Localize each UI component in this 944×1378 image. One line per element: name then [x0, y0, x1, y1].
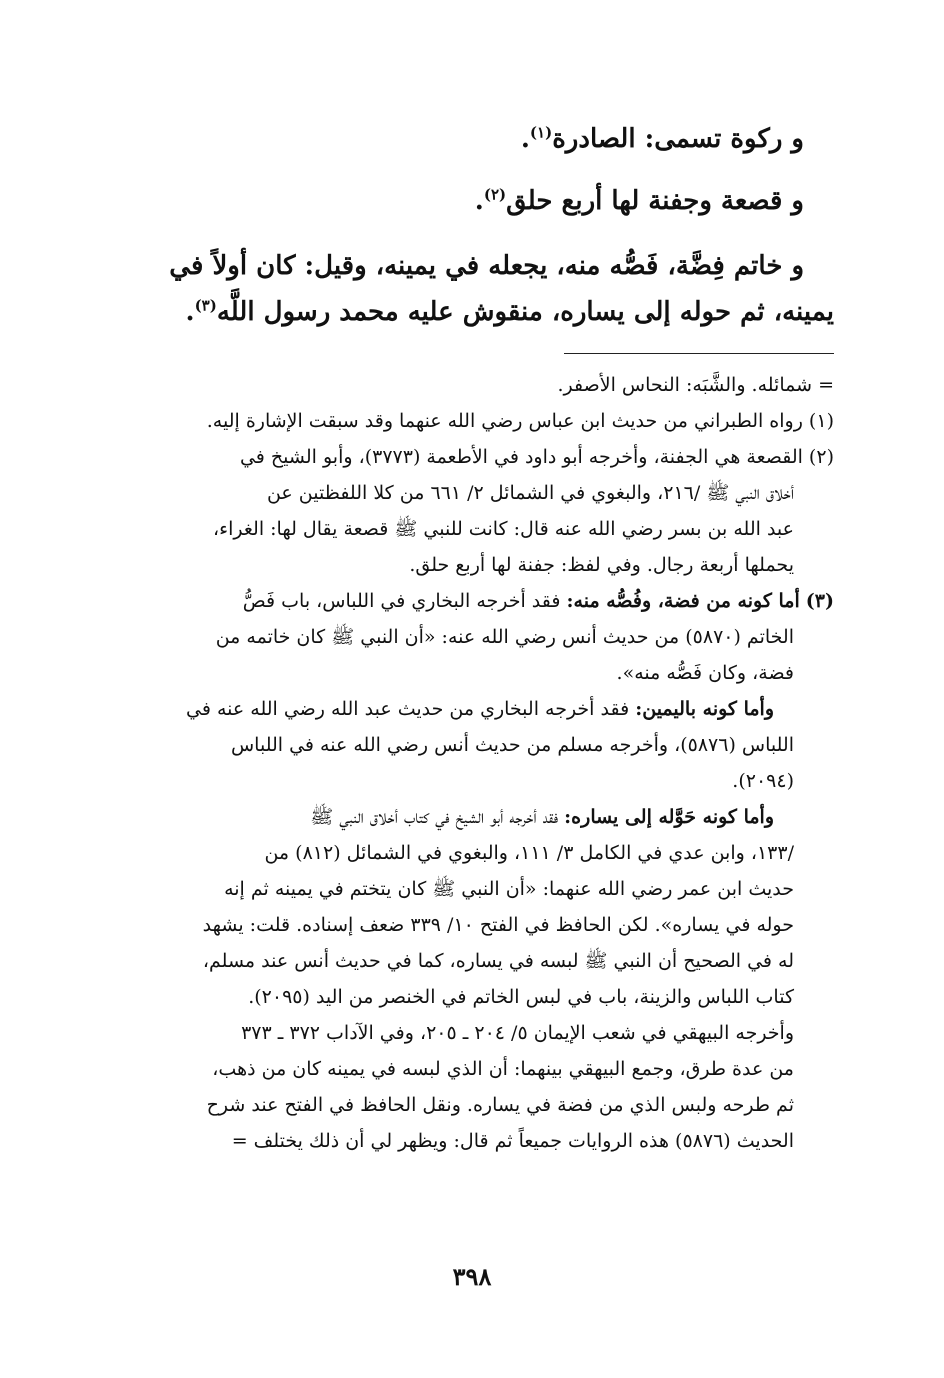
footnote-3-para-3-line-5: له في الصحيح أن النبي ﷺ لبسه في يساره، كما في حديث أنس عند مسلم،: [202, 950, 794, 972]
footnote-3-line-1: (٣) أما كونه من فضة، وفُصُّه منه: فقد أخرجه البخاري في اللباس، باب فَصُّ: [242, 590, 834, 612]
main-line-2-text: و قصعة وجفنة لها أربع حلق: [506, 186, 804, 216]
footnote-3-para-3-line-8: من عدة طرق، وجمع البيهقي بينهما: أن الذي لبسه في يمينه كان من ذهب،: [212, 1058, 794, 1080]
main-paragraph-3-line-2: يمينه، ثم حوله إلى يساره، منقوش عليه محمد رسول اللَّه$^{(٣)}$.: [185, 296, 834, 327]
footnote-3-para-3-line-4: حوله في يساره». لكن الحافظ في الفتح ١٠/ ٣٣٩ ضعف إسناده. قلت: يشهد: [202, 914, 794, 936]
main-paragraph-3-line-1: و خاتم فِضَّة، فَصُّه منه، يجعله في يمينه، وقيل: كان أولاً في: [169, 251, 804, 281]
footnote-3-para-3-line-6: كتاب اللباس والزينة، باب في لبس الخاتم في الخنصر من اليد (٢٠٩٥).: [248, 986, 794, 1008]
footnote-2-line-4: يحملها أربعة رجال. وفي لفظ: جفنة لها أربع حلق.: [409, 554, 794, 576]
footnote-2-line-3: عبد الله بن بسر رضي الله عنه قال: كانت للنبي ﷺ قصعة يقال لها: الغراء،: [213, 518, 794, 540]
main-line-1: و ركوة تسمى: الصادرة$^{(١)}$.: [520, 123, 804, 154]
footnote-3-para-3-heading: وأما كونه حَوَّله إلى يساره:: [564, 806, 774, 828]
footnote-3-line-3: فضة، وكان فَصُّه منه».: [616, 662, 794, 684]
main-line-2: و قصعة وجفنة لها أربع حلق$^{(٢)}$.: [474, 185, 804, 216]
footnote-1: (١) رواه الطبراني من حديث ابن عباس رضي الله عنهما وقد سبقت الإشارة إليه.: [206, 410, 834, 432]
footnote-continuation: = شمائله. والشَّبَه: النحاس الأصفر.: [557, 374, 834, 396]
footnote-3-para-3-line-7: وأخرجه البيهقي في شعب الإيمان ٥/ ٢٠٤ ـ ٢٠٥، وفي الآداب ٣٧٢ ـ ٣٧٣: [241, 1022, 794, 1044]
main-line-1-text: و ركوة تسمى: الصادرة: [552, 124, 804, 154]
footnote-ref-2: (٢): [483, 185, 507, 204]
footnote-ref-3: (٣): [194, 296, 217, 315]
footnote-3-para-3-line-10: الحديث (٥٨٧٦) هذه الروايات جميعاً ثم قال: ويظهر لي أن ذلك يختلف =: [231, 1130, 794, 1152]
footnote-separator: [564, 353, 834, 354]
page-number: ٣٩٨: [452, 1262, 492, 1291]
footnote-2-line-1: (٢) القصعة هي الجفنة، وأخرجه أبو داود في الأطعمة (٣٧٧٣)، وأبو الشيخ في: [239, 446, 834, 468]
footnote-3-para-3-line-1: وأما كونه حَوَّله إلى يساره: فقد أخرجه أبو الشيخ في كتاب أخلاق النبي ﷺ: [310, 806, 774, 828]
footnote-3-para-2-line-1: وأما كونه باليمين: فقد أخرجه البخاري من حديث عبد الله رضي الله عنه في: [186, 698, 774, 720]
footnote-3-para-3-line-3: حديث ابن عمر رضي الله عنهما: «أن النبي ﷺ كان يتختم في يمينه ثم إنه: [224, 878, 794, 900]
footnote-3-para-2-line-3: (٢٠٩٤).: [732, 770, 794, 792]
footnote-3-para-3-line-9: ثم طرحه ولبس الذي من فضة في يساره. ونقل الحافظ في الفتح عند شرح: [206, 1094, 794, 1116]
footnote-3-para-3-line-2: /١٣٣، وابن عدي في الكامل ٣/ ١١١، والبغوي في الشمائل (٨١٢) من: [264, 842, 794, 864]
footnote-3-line-2: الخاتم (٥٨٧٠) من حديث أنس رضي الله عنه: «أن النبي ﷺ كان خاتمه من: [215, 626, 794, 648]
footnote-3-heading: أما كونه من فضة، وفُصُّه منه:: [566, 590, 800, 612]
footnote-2-line-2: أخلاق النبي ﷺ /٢١٦، والبغوي في الشمائل ٢/ ٦٦١ من كلا اللفظتين عن: [266, 482, 794, 504]
footnote-3-para-2-line-2: اللباس (٥٨٧٦)، وأخرجه مسلم من حديث أنس رضي الله عنه في اللباس: [230, 734, 794, 756]
footnote-ref-1: (١): [529, 123, 553, 142]
footnotes: [104, 367, 834, 1159]
footnote-3-para-2-heading: وأما كونه باليمين:: [635, 698, 774, 720]
